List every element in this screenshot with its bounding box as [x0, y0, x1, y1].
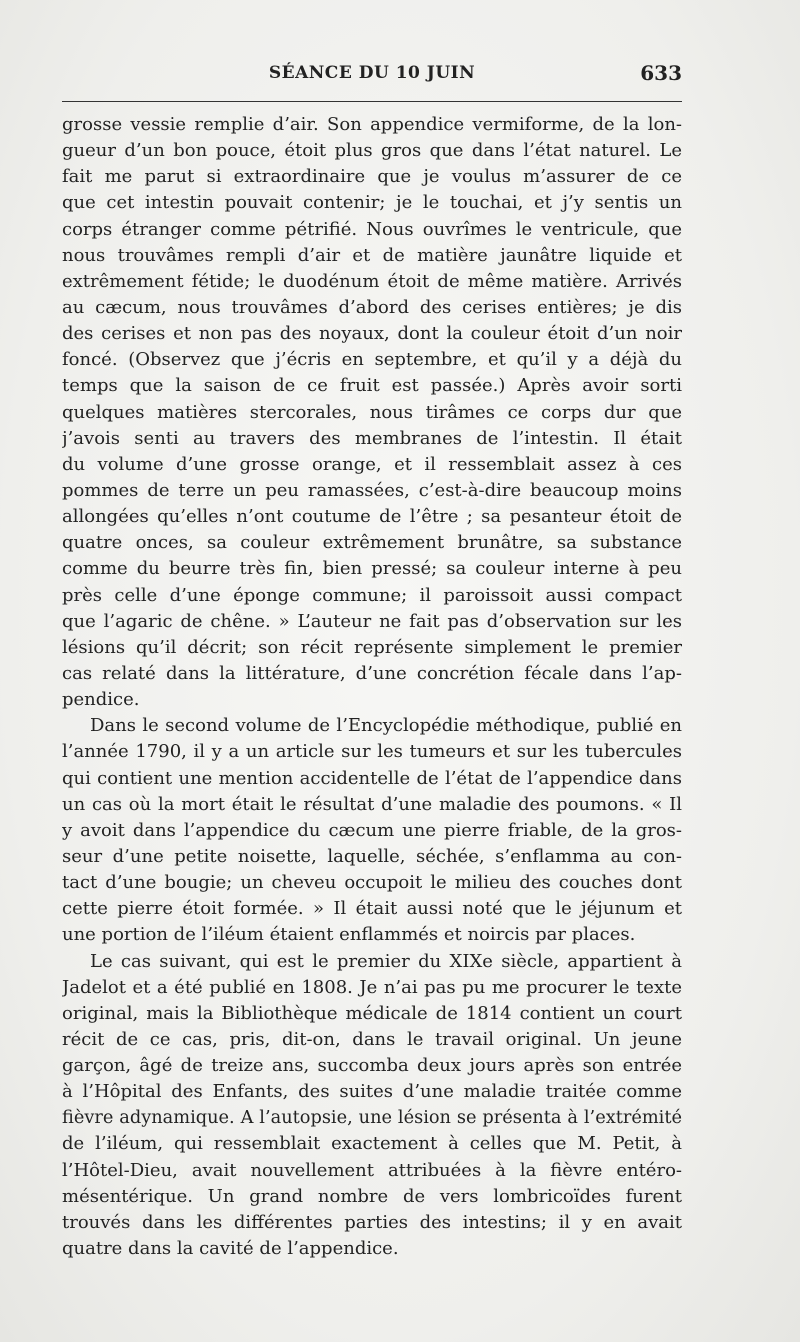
text-line: tact d’une bougie; un cheveu occupoit le milieu des couches dont [62, 872, 682, 894]
text-line: comme du beurre très fin, bien pressé; sa couleur interne à peu [62, 558, 682, 580]
text-line: que l’agaric de chêne. » L’auteur ne fait pas d’observation sur les [62, 610, 682, 632]
text-line: à l’Hôpital des Enfants, des suites d’une maladie traitée comme [62, 1081, 682, 1103]
text-line: quatre dans la cavité de l’appendice. [62, 1238, 399, 1260]
text-line: l’année 1790, il y a un article sur les tumeurs et sur les tubercules [62, 741, 682, 763]
text-line: près celle d’une éponge commune; il paroissoit aussi compact [62, 584, 682, 606]
text-line: une portion de l’iléum étaient enflammés et noircis par places. [62, 924, 636, 946]
text-line: l’Hôtel-Dieu, avait nouvellement attribuées à la fièvre entéro- [62, 1159, 682, 1181]
text-line: y avoit dans l’appendice du cæcum une pierre friable, de la gros- [62, 819, 682, 841]
text-line: original, mais la Bibliothèque médicale de 1814 contient un court [62, 1002, 682, 1024]
text-line: fait me parut si extraordinaire que je voulus m’assurer de ce [62, 166, 682, 188]
text-line: quelques matières stercorales, nous tirâmes ce corps dur que [62, 401, 682, 423]
text-line: cas relaté dans la littérature, d’une concrétion fécale dans l’ap- [62, 662, 682, 684]
text-line: j’avois senti au travers des membranes de l’intestin. Il était [62, 427, 682, 449]
text-line: nous trouvâmes rempli d’air et de matière jaunâtre liquide et [62, 244, 682, 266]
text-line: récit de ce cas, pris, dit-on, dans le travail original. Un jeune [62, 1028, 682, 1050]
text-line: corps étranger comme pétrifié. Nous ouvrîmes le ventricule, que [62, 218, 682, 240]
text-line: Jadelot et a été publié en 1808. Je n’ai pas pu me procurer le texte [62, 976, 682, 998]
text-line: qui contient une mention accidentelle de l’état de l’appendice dans [62, 767, 682, 789]
text-line: au cæcum, nous trouvâmes d’abord des cerises entières; je dis [62, 296, 682, 318]
text-line: des cerises et non pas des noyaux, dont la couleur étoit d’un noir [62, 323, 682, 345]
text-line: cette pierre étoit formée. » Il était aussi noté que le jéjunum et [62, 898, 682, 920]
page-number: 633 [640, 61, 682, 85]
body-text [62, 112, 682, 1262]
text-line: fièvre adynamique. A l’autopsie, une lésion se présenta à l’extrémité [62, 1108, 682, 1129]
text-line: un cas où la mort était le résultat d’une maladie des poumons. « Il [62, 793, 682, 815]
text-line: allongées qu’elles n’ont coutume de l’être ; sa pesanteur étoit de [62, 506, 682, 528]
running-head: SÉANCE DU 10 JUIN [268, 63, 476, 83]
text-line: gueur d’un bon pouce, étoit plus gros que dans l’état naturel. Le [62, 140, 682, 162]
header-rule [62, 101, 682, 102]
page-header [62, 60, 682, 90]
text-line: quatre onces, sa couleur extrêmement brunâtre, sa substance [62, 532, 682, 554]
text-line: Le cas suivant, qui est le premier du XIXe siècle, appartient à [90, 950, 682, 972]
text-line: pommes de terre un peu ramassées, c’est-à-dire beaucoup moins [62, 479, 682, 501]
text-line: pendice. [62, 689, 140, 711]
text-line: trouvés dans les différentes parties des intestins; il y en avait [62, 1211, 682, 1233]
text-line: mésentérique. Un grand nombre de vers lombricoïdes furent [62, 1185, 682, 1207]
text-line: seur d’une petite noisette, laquelle, séchée, s’enflamma au con- [62, 845, 682, 867]
text-line: lésions qu’il décrit; son récit représente simplement le premier [62, 636, 682, 658]
text-line: grosse vessie remplie d’air. Son appendice vermiforme, de la lon- [62, 114, 682, 135]
text-line: de l’iléum, qui ressemblait exactement à celles que M. Petit, à [62, 1133, 682, 1155]
text-line: temps que la saison de ce fruit est passée.) Après avoir sorti [62, 375, 682, 397]
text-line: que cet intestin pouvait contenir; je le touchai, et j’y sentis un [62, 192, 682, 214]
text-line: du volume d’une grosse orange, et il ressemblait assez à ces [62, 453, 682, 475]
text-line: foncé. (Observez que j’écris en septembre, et qu’il y a déjà du [62, 349, 682, 371]
text-line: extrêmement fétide; le duodénum étoit de même matière. Arrivés [62, 270, 682, 292]
text-line: Dans le second volume de l’Encyclopédie méthodique, publié en [90, 715, 682, 737]
text-line: garçon, âgé de treize ans, succomba deux jours après son entrée [62, 1055, 682, 1077]
